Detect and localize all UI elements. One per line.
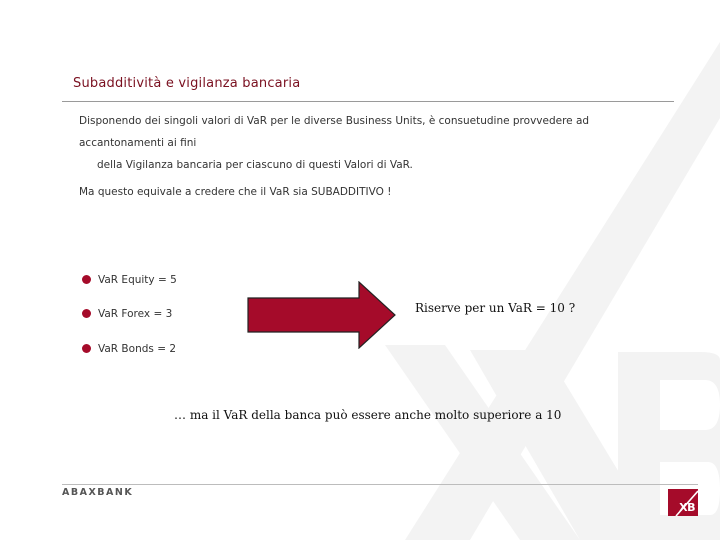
conclusion-text: … ma il VaR della banca può essere anche molto superiore a 10 bbox=[174, 408, 562, 422]
bullet-label: VaR Forex = 3 bbox=[98, 308, 173, 320]
subadditivity-statement: Ma questo equivale a credere che il VaR sia SUBADDITIVO ! bbox=[79, 186, 392, 198]
xb-logo-icon bbox=[668, 489, 698, 516]
slide-title: Subadditività e vigilanza bancaria bbox=[73, 76, 301, 91]
footer-divider bbox=[62, 484, 698, 485]
bullet-dot-icon bbox=[82, 309, 91, 318]
abaxbank-logo: ABAXBANK bbox=[62, 487, 134, 498]
reserve-question: Riserve per un VaR = 10 ? bbox=[415, 301, 576, 315]
xb-logo-text: XB bbox=[679, 501, 695, 514]
intro-paragraph bbox=[79, 110, 649, 176]
bullet-dot-icon bbox=[82, 344, 91, 353]
intro-paragraph-line-1: Disponendo dei singoli valori di VaR per le diverse Business Units, è consuetudine provvedere ad accantonamenti ai fini bbox=[79, 115, 590, 149]
bullet-dot-icon bbox=[82, 275, 91, 284]
intro-paragraph-line-2: della Vigilanza bancaria per ciascuno di questi Valori di VaR. bbox=[97, 159, 413, 171]
bullet-var-forex bbox=[82, 308, 172, 320]
title-divider bbox=[62, 101, 674, 102]
bullet-label: VaR Bonds = 2 bbox=[98, 343, 177, 355]
bullet-var-bonds bbox=[82, 343, 176, 355]
bullet-var-equity bbox=[82, 274, 177, 286]
right-arrow-icon bbox=[247, 281, 397, 349]
bullet-label: VaR Equity = 5 bbox=[98, 274, 177, 286]
